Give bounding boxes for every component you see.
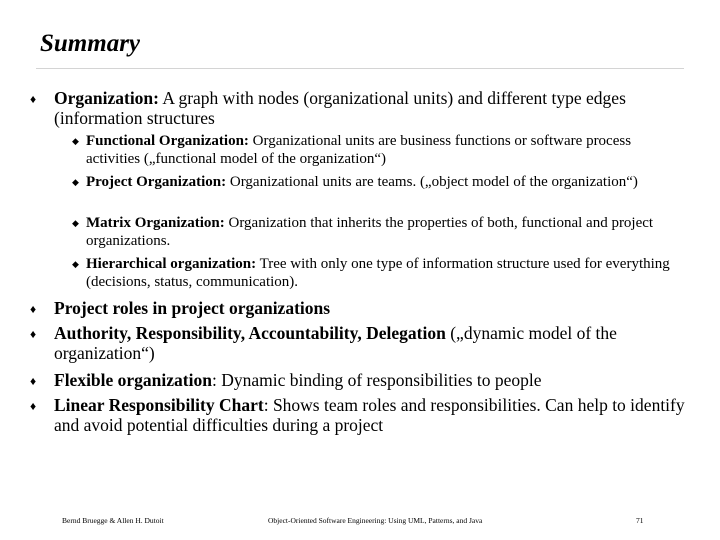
bullet-term: Authority, Responsibility, Accountability, Delegation <box>54 323 446 343</box>
diamond-bullet-icon: ♦ <box>30 327 37 341</box>
subbullet-project-organization <box>72 173 686 191</box>
subbullet-term: Project Organization: <box>86 174 227 190</box>
subbullet-hierarchical-organization <box>72 255 686 291</box>
subbullet-term: Hierarchical organization: <box>86 256 257 272</box>
bullet-text: A graph with nodes (organizational units) and different type edges (information structures <box>54 88 626 128</box>
subbullet-text: Tree with only one type of information structure used for everything (decisions, status, communication). <box>86 256 670 290</box>
bullet-text: : Shows team roles and responsibilities. Can help to identify and avoid potential difficulties during a project <box>54 395 685 435</box>
subbullet-matrix-organization <box>72 214 686 250</box>
diamond-bullet-icon: ♦ <box>30 302 37 316</box>
subbullet-text: Organization that inherits the properties of both, functional and project organizations. <box>86 215 654 249</box>
bullet-term: Project roles in project organizations <box>54 298 331 318</box>
bullet-text: : Dynamic binding of responsibilities to people <box>211 370 542 390</box>
title-divider <box>36 68 684 69</box>
slide-title: Summary <box>40 30 141 57</box>
diamond-bullet-icon: ♦ <box>30 374 37 388</box>
bullet-authority-responsibility <box>30 323 694 363</box>
diamond-subbullet-icon: ◆ <box>72 136 79 146</box>
diamond-subbullet-icon: ◆ <box>72 259 79 269</box>
footer-authors: Bernd Bruegge & Allen H. Dutoit <box>62 516 164 525</box>
subbullet-term: Matrix Organization: <box>86 215 225 231</box>
bullet-organization <box>30 88 694 128</box>
bullet-project-roles <box>30 298 694 318</box>
diamond-bullet-icon: ♦ <box>30 399 37 413</box>
bullet-text: („dynamic model of the organization“) <box>54 323 617 363</box>
diamond-bullet-icon: ♦ <box>30 92 37 106</box>
subbullet-term: Functional Organization: <box>86 133 249 149</box>
footer-page-number: 71 <box>636 516 644 525</box>
bullet-term: Organization: <box>54 88 159 108</box>
bullet-term: Flexible organization <box>54 370 212 390</box>
bullet-flexible-organization <box>30 370 694 390</box>
subbullet-text: Organizational units are teams. („object model of the organization“) <box>226 174 638 190</box>
diamond-subbullet-icon: ◆ <box>72 218 79 228</box>
diamond-subbullet-icon: ◆ <box>72 177 79 187</box>
bullet-linear-responsibility-chart <box>30 395 694 435</box>
bullet-term: Linear Responsibility Chart <box>54 395 264 415</box>
subbullet-functional-organization <box>72 132 686 168</box>
footer-book-title: Object-Oriented Software Engineering: Using UML, Patterns, and Java <box>268 516 483 525</box>
subbullet-text: Organizational units are business functions or software process activities („functional model of the organization“) <box>86 133 632 167</box>
